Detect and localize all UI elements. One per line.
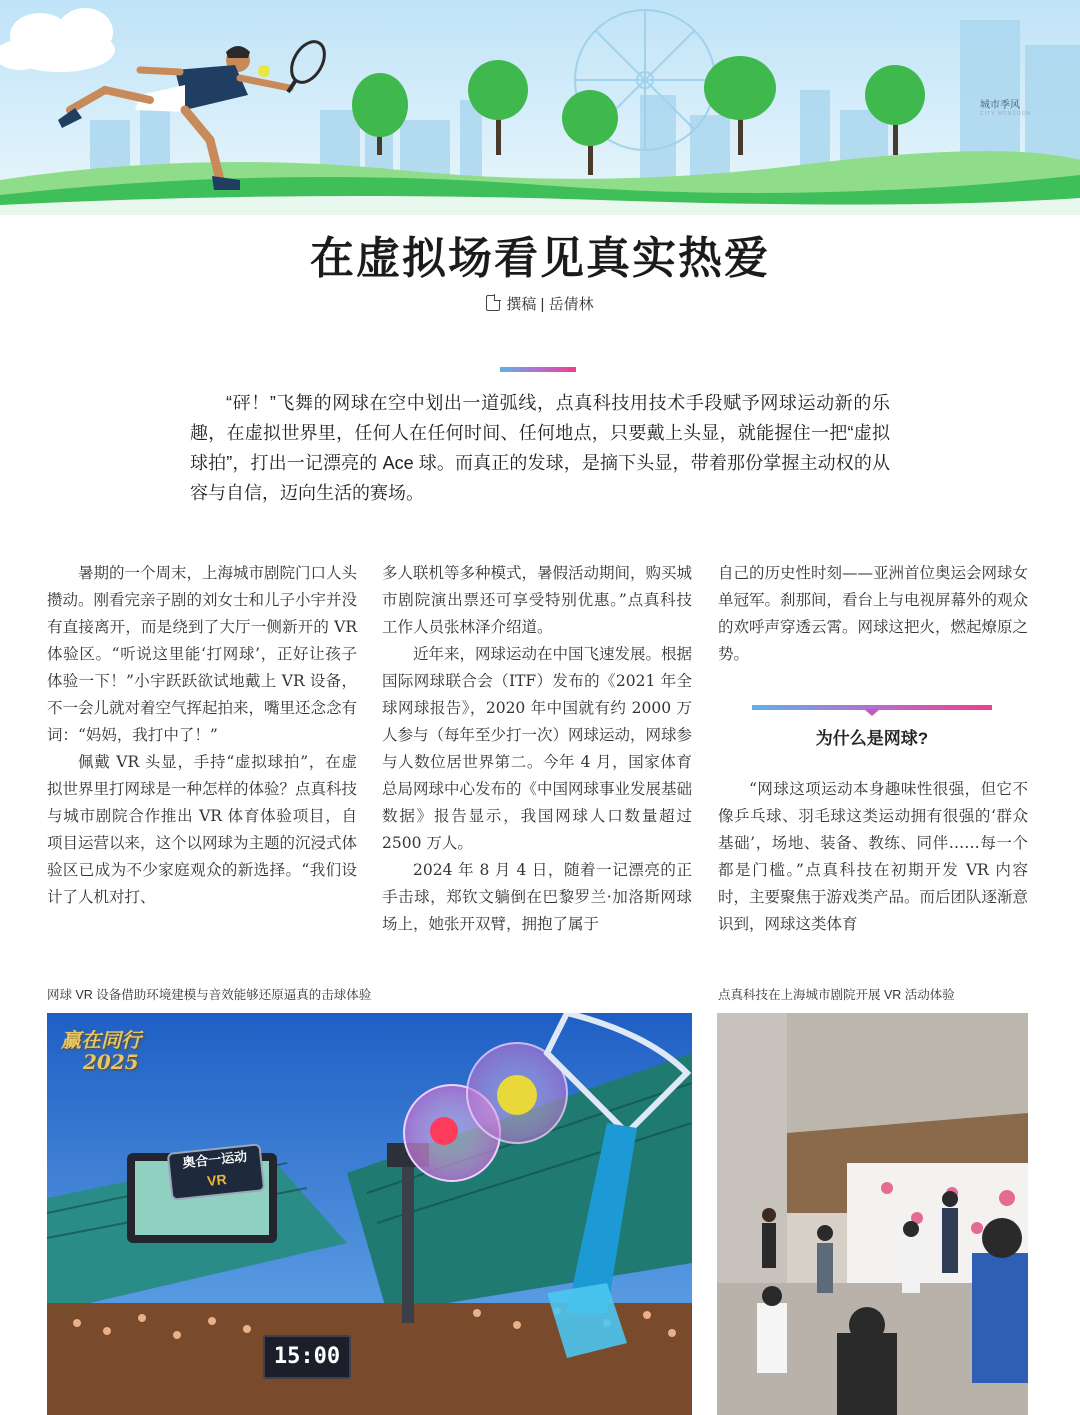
- watermark-line-1: 赢在同行: [61, 1028, 141, 1052]
- body-column-3-continued: [718, 776, 1028, 938]
- byline-text: 撰稿 | 岳倩林: [506, 296, 594, 313]
- body-paragraph: 多人联机等多种模式，暑假活动期间，购买城市剧院演出票还可享受特别优惠。”点真科技工作人员张林泽介绍道。: [382, 564, 693, 636]
- sign-line-1: 奥合一运动: [181, 1148, 248, 1171]
- subhead-text: 为什么是网球?: [815, 729, 929, 748]
- pen-icon: [486, 295, 500, 311]
- lead-divider: [500, 367, 576, 372]
- body-paragraph: 暑期的一个周末，上海城市剧院门口人头攒动。刚看完亲子剧的刘女士和儿子小宇并没有直接离开，而是绕到了大厅一侧新开的 VR 体验区。“听说这里能‘打网球’，正好让孩子体验一下！”小宇跃跃欲试地戴上 VR 设备，不一会儿就对着空气挥起拍来，嘴里还念念有词：“妈妈，我打中了！”: [47, 564, 358, 744]
- body-paragraph: 佩戴 VR 头显，手持“虚拟球拍”，在虚拟世界里打网球是一种怎样的体验？点真科技与城市剧院合作推出 VR 体育体验项目，自项目运营以来，这个以网球为主题的沉浸式体验区已成为不少家庭观众的新选择。“我们设计了人机对打、: [47, 753, 358, 906]
- vr-tennis-photo: [47, 1013, 692, 1415]
- body-paragraph: “网球这项运动本身趣味性很强，但它不像乒乓球、羽毛球这类运动拥有很强的‘群众基础’，场地、装备、教练、同伴……每一个都是门槛。”点真科技在初期开发 VR 内容时，主要聚焦于游戏类产品。而后团队逐渐意识到，网球这类体育: [718, 780, 1029, 933]
- body-column-3: [718, 560, 1028, 668]
- body-column-2: [382, 560, 692, 938]
- subhead-notch: [864, 709, 880, 716]
- section-subhead: [752, 700, 992, 748]
- article-title: 在虚拟场看见真实热爱: [310, 233, 770, 284]
- theater-event-photo: [717, 1013, 1028, 1415]
- scoreboard: 15:00: [263, 1335, 351, 1379]
- event-watermark: [61, 1029, 141, 1073]
- body-paragraph: 近年来，网球运动在中国飞速发展。根据国际网球联合会（ITF）发布的《2021 年全球网球报告》，2020 年中国就有约 2000 万人参与（每年至少打一次）网球运动，网球参与人数位居世界第二。今年 4 月，国家体育总局网球中心发布的《中国网球事业发展基础数据》报告显示，我国网球人口数量超过 2500 万人。: [382, 645, 693, 852]
- vr-game-sign: [167, 1143, 266, 1201]
- watermark-line-2: 2025: [83, 1050, 139, 1074]
- section-tag: [980, 96, 1031, 117]
- sign-line-2: VR: [206, 1170, 228, 1189]
- body-column-1: [47, 560, 357, 911]
- section-tag-label: 城市季风: [980, 100, 1020, 111]
- header-banner: [0, 0, 1080, 215]
- body-paragraph: 自己的历史性时刻——亚洲首位奥运会网球女单冠军。刹那间，看台上与电视屏幕外的观众的欢呼声穿透云霄。网球这把火，燃起燎原之势。: [718, 564, 1029, 663]
- theater-scene-graphic: [717, 1013, 1028, 1415]
- banner-illustration: [0, 0, 1080, 215]
- byline: [0, 293, 1080, 314]
- photo-caption-1: 网球 VR 设备借助环境建模与音效能够还原逼真的击球体验: [47, 988, 372, 1002]
- lead-paragraph: “砰！”飞舞的网球在空中划出一道弧线，点真科技用技术手段赋予网球运动新的乐趣，在虚拟世界里，任何人在任何时间、任何地点，只要戴上头显，就能握住一把“虚拟球拍”，打出一记漂亮的 Ace 球。而真正的发球，是摘下头显，带着那份掌握主动权的从容与自信，迈向生活的赛场。: [190, 393, 890, 503]
- section-tag-sub: CITY MONSOON: [980, 111, 1032, 117]
- vr-scene-graphic: [47, 1013, 692, 1415]
- photo-caption-2: 点真科技在上海城市剧院开展 VR 活动体验: [718, 988, 955, 1002]
- body-paragraph: 2024 年 8 月 4 日，随着一记漂亮的正手击球，郑钦文躺倒在巴黎罗兰·加洛斯网球场上，她张开双臂，拥抱了属于: [382, 861, 692, 933]
